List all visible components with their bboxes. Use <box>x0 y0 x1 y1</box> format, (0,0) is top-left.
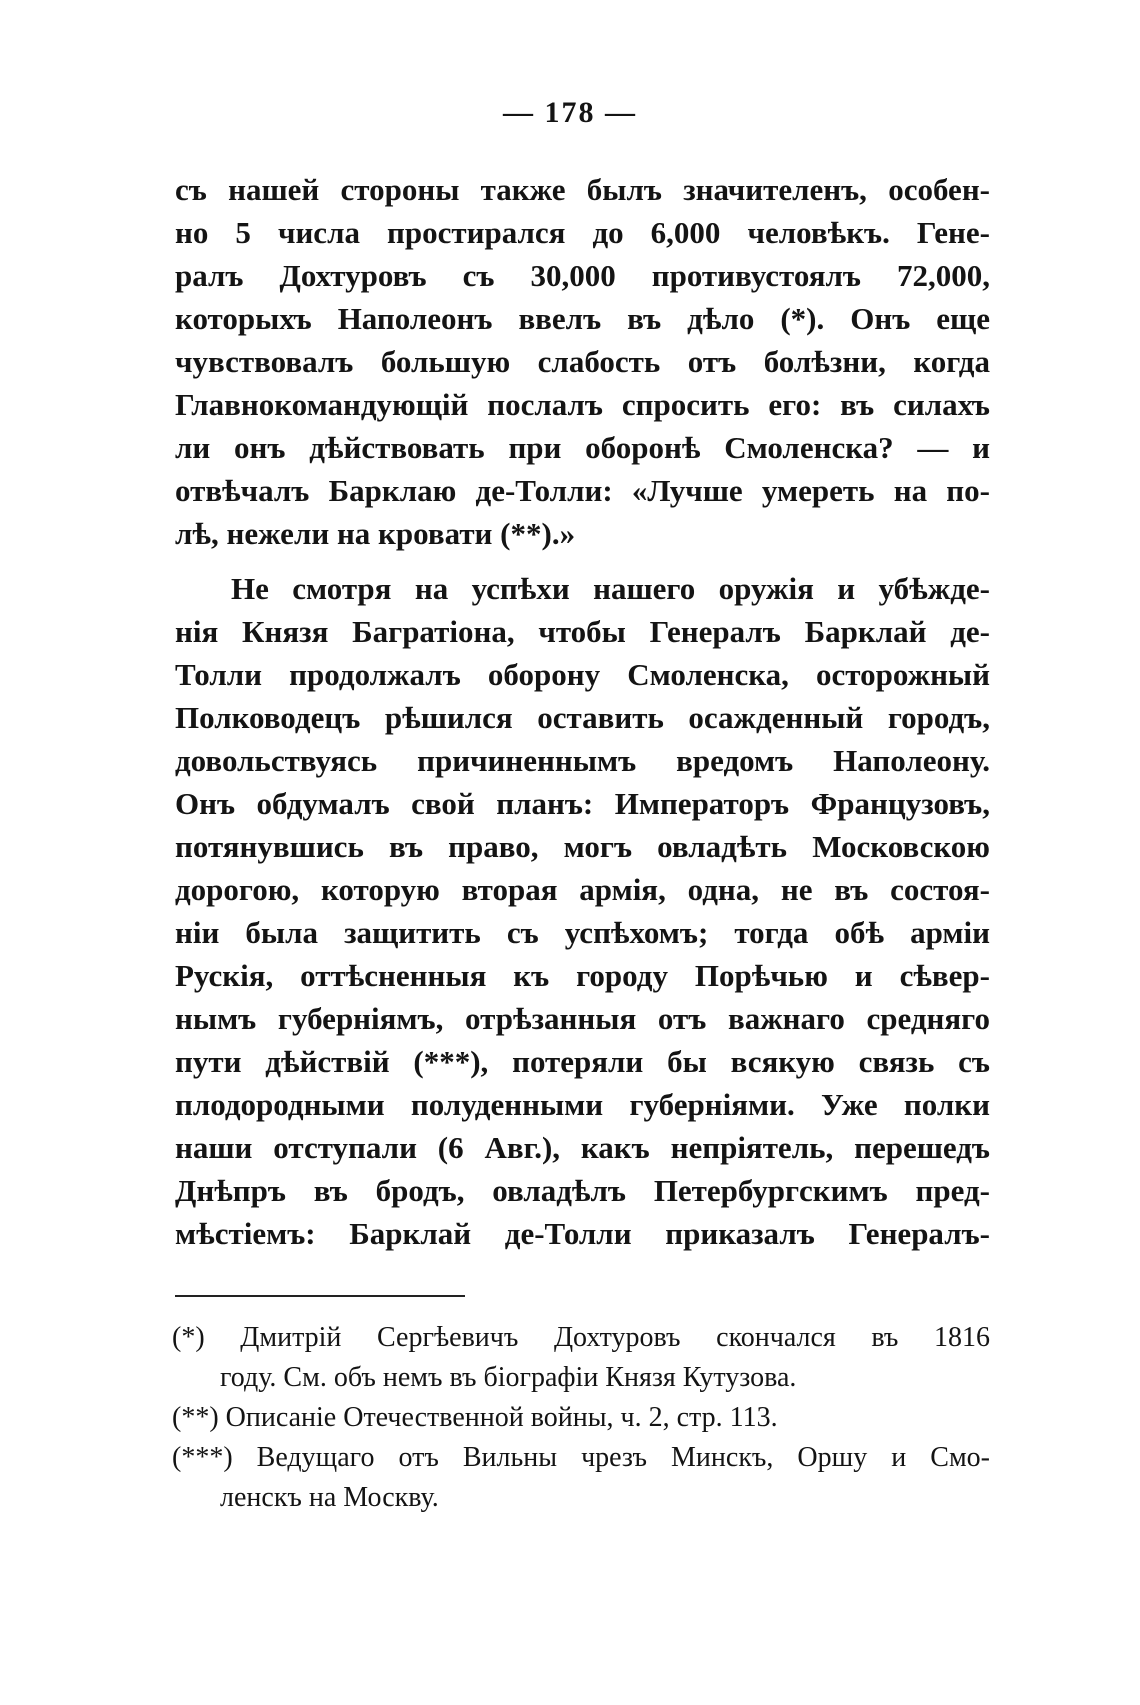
footnote-divider <box>175 1295 465 1297</box>
text-line: наши отступали (6 Авг.), какъ непріятель, перешедъ <box>175 1130 990 1165</box>
text-line: чувствовалъ большую слабость отъ болѣзни, когда <box>175 344 990 379</box>
text-line: нымъ губерніямъ, отрѣзанныя отъ важнаго средняго <box>175 1001 990 1036</box>
text-line: отвѣчалъ Барклаю де-Толли: «Лучше умереть на по- <box>175 473 990 508</box>
text-line: Онъ обдумалъ свой планъ: Императоръ Французовъ, <box>175 786 990 821</box>
footnotes <box>172 1318 990 1518</box>
text-line: Не смотря на успѣхи нашего оружія и убѣжде- <box>231 571 990 606</box>
text-line: потянувшись въ право, могъ овладѣть Московскою <box>175 829 990 864</box>
text-line: Главнокомандующій послалъ спросить его: въ силахъ <box>175 387 990 422</box>
text-line: довольствуясь причиненнымъ вредомъ Наполеону. <box>175 743 990 778</box>
text-line: ли онъ дѣйствовать при оборонѣ Смоленска? — и <box>175 430 990 465</box>
text-line: ніи была защитить съ успѣхомъ; тогда обѣ арміи <box>175 915 990 950</box>
text-line: Днѣпръ въ бродъ, овладѣлъ Петербургскимъ пред- <box>175 1173 990 1208</box>
text-line: которыхъ Наполеонъ ввелъ въ дѣло (*). Онъ еще <box>175 301 990 336</box>
footnote-line: (***) Ведущаго отъ Вильны чрезъ Минскъ, Оршу и Смо- <box>172 1442 990 1473</box>
text-line: Толли продолжалъ оборону Смоленска, осторожный <box>175 657 990 692</box>
text-line: мѣстіемъ: Барклай де-Толли приказалъ Генералъ- <box>175 1216 990 1251</box>
footnote-line: году. См. объ немъ въ біографіи Князя Кутузова. <box>220 1362 797 1393</box>
text-line: пути дѣйствій (***), потеряли бы всякую связь съ <box>175 1044 990 1079</box>
text-line: Полководецъ рѣшился оставить осажденный городъ, <box>175 700 990 735</box>
paragraph-gap <box>175 555 990 567</box>
text-line: Рускія, оттѣсненныя къ городу Порѣчью и сѣвер- <box>175 958 990 993</box>
footnote-line: (**) Описаніе Отечественной войны, ч. 2, стр. 113. <box>172 1402 778 1433</box>
footnote-line: (*) Дмитрій Сергѣевичъ Дохтуровъ скончался въ 1816 <box>172 1322 990 1353</box>
text-line: съ нашей стороны также былъ значителенъ, особен- <box>175 172 990 207</box>
text-line: плодородными полуденными губерніями. Уже полки <box>175 1087 990 1122</box>
text-line: лѣ, нежели на кровати (**).» <box>175 516 576 551</box>
main-text <box>175 168 990 1255</box>
text-line: но 5 числа простирался до 6,000 человѣкъ. Гене- <box>175 215 990 250</box>
page-number: — 178 — <box>503 96 637 129</box>
text-line: дорогою, которую вторая армія, одна, не въ состоя- <box>175 872 990 907</box>
text-line: ралъ Дохтуровъ съ 30,000 противустоялъ 72,000, <box>175 258 990 293</box>
text-line: нія Князя Багратіона, чтобы Генералъ Барклай де- <box>175 614 990 649</box>
footnote-line: ленскъ на Москву. <box>220 1482 439 1513</box>
